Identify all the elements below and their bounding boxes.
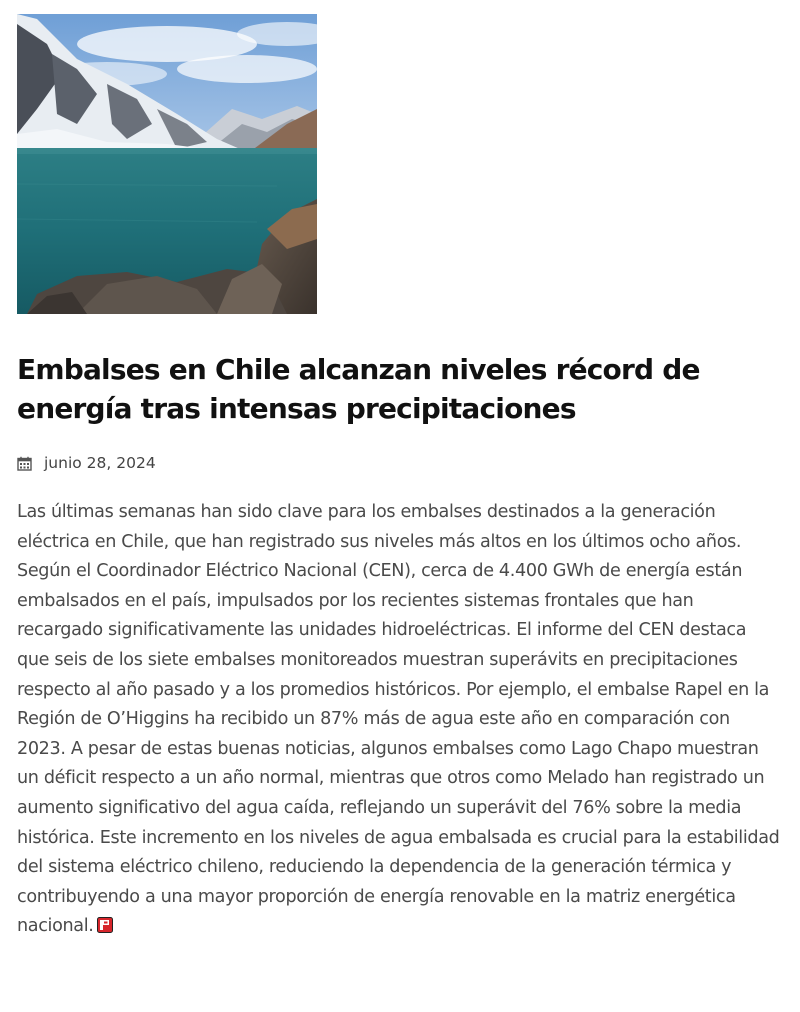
- publish-date: junio 28, 2024: [44, 454, 156, 472]
- calendar-icon: [17, 456, 32, 471]
- article-body-text: Las últimas semanas han sido clave para los embalses destinados a la generación eléctrica en Chile, que han registrado sus niveles más altos en los últimos ocho años. Según el Coordinador Eléctrico Nacional (CEN), cerca de 4.400 GWh de energía están embalsados en el país, impulsados por los recientes sistemas frontales que han recargado significativamente las unidades hidroeléctricas. El informe del CEN destaca que seis de los siete embalses monitoreados muestran superávits en precipitaciones respecto al año pasado y a los promedios históricos. Por ejemplo, el embalse Rapel en la Región de O’Higgins ha recibido un 87% más de agua este año en comparación con 2023. A pesar de estas buenas noticias, algunos embalses como Lago Chapo muestran un déficit respecto a un año normal, mientras que otros como Melado han registrado un aumento significativo del agua caída, reflejando un superávit del 76% sobre la media histórica. Este incremento en los niveles de agua embalsada es crucial para la estabilidad del sistema eléctrico chileno, reduciendo la dependencia de la generación térmica y contribuyendo a una mayor proporción de energía renovable en la matriz energética nacional.: [17, 502, 780, 937]
- landscape-illustration: [17, 14, 317, 314]
- hero-image: [17, 14, 317, 314]
- article-body: [17, 498, 783, 942]
- flag-icon: [97, 914, 113, 930]
- article: [17, 14, 783, 942]
- article-title: Embalses en Chile alcanzan niveles récord de energía tras intensas precipitaciones: [17, 353, 700, 425]
- article-meta: [17, 452, 783, 474]
